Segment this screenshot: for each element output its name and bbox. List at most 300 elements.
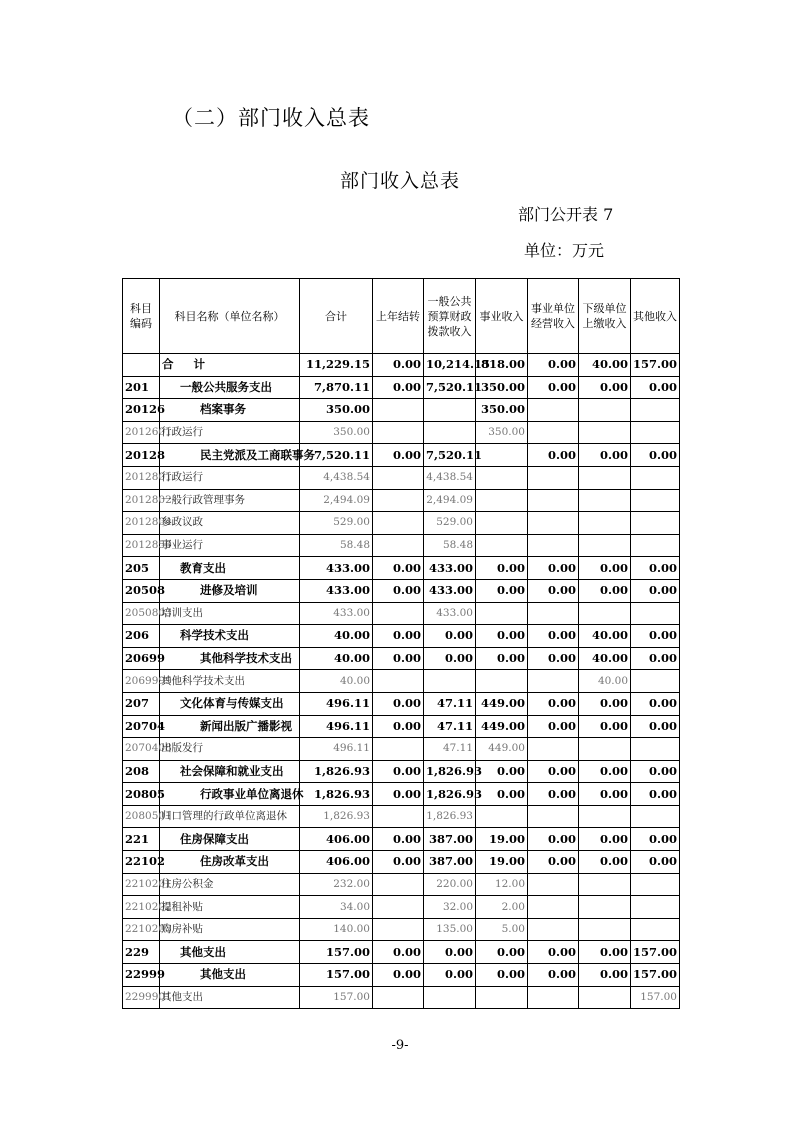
cell-carryover: 0.00 xyxy=(373,941,424,964)
table-row xyxy=(123,647,680,670)
cell-code: 201 xyxy=(123,376,160,399)
cell-fiscal: 433.00 xyxy=(424,579,476,602)
cell-business: 0.00 xyxy=(476,647,528,670)
cell-other: 0.00 xyxy=(631,851,680,874)
cell-code: 20699 xyxy=(123,647,160,670)
cell-code: 208 xyxy=(123,760,160,783)
table-row xyxy=(123,421,680,444)
cell-total: 40.00 xyxy=(300,625,373,648)
cell-business: 0.00 xyxy=(476,625,528,648)
cell-carryover xyxy=(373,986,424,1009)
cell-carryover xyxy=(373,602,424,625)
cell-subordinate xyxy=(579,918,631,941)
cell-subordinate: 40.00 xyxy=(579,647,631,670)
cell-carryover xyxy=(373,873,424,896)
cell-code: 221 xyxy=(123,828,160,851)
cell-business xyxy=(476,670,528,693)
cell-operation: 0.00 xyxy=(528,579,579,602)
cell-other: 0.00 xyxy=(631,444,680,467)
table-row xyxy=(123,512,680,535)
column-header: 科目名称（单位名称） xyxy=(160,279,300,354)
cell-subordinate xyxy=(579,805,631,828)
income-table xyxy=(122,278,680,1009)
table-row xyxy=(123,964,680,987)
cell-operation: 0.00 xyxy=(528,444,579,467)
cell-business: 0.00 xyxy=(476,941,528,964)
cell-fiscal: 47.11 xyxy=(424,715,476,738)
cell-total: 529.00 xyxy=(300,512,373,535)
table-row xyxy=(123,670,680,693)
cell-carryover: 0.00 xyxy=(373,783,424,806)
table-row xyxy=(123,692,680,715)
cell-name: 行政运行 xyxy=(160,466,300,489)
cell-other xyxy=(631,399,680,422)
cell-business: 19.00 xyxy=(476,828,528,851)
cell-name: 其他科学技术支出 xyxy=(160,670,300,693)
column-header: 上年结转 xyxy=(373,279,424,354)
cell-code: 2299901 xyxy=(123,986,160,1009)
cell-fiscal: 0.00 xyxy=(424,941,476,964)
cell-fiscal: 220.00 xyxy=(424,873,476,896)
cell-name: 一般行政管理事务 xyxy=(160,489,300,512)
cell-carryover: 0.00 xyxy=(373,828,424,851)
cell-fiscal: 2,494.09 xyxy=(424,489,476,512)
cell-subordinate: 0.00 xyxy=(579,828,631,851)
table-row xyxy=(123,805,680,828)
cell-business xyxy=(476,512,528,535)
total-row xyxy=(123,354,680,377)
cell-operation xyxy=(528,670,579,693)
cell-code: 22999 xyxy=(123,964,160,987)
table-row xyxy=(123,760,680,783)
table-row xyxy=(123,579,680,602)
cell-name: 提租补贴 xyxy=(160,896,300,919)
cell-business: 350.00 xyxy=(476,376,528,399)
cell-business: 0.00 xyxy=(476,783,528,806)
table-row xyxy=(123,986,680,1009)
cell-subordinate: 0.00 xyxy=(579,760,631,783)
cell-code: 2012601 xyxy=(123,421,160,444)
cell-code: 2069999 xyxy=(123,670,160,693)
cell-name: 进修及培训 xyxy=(160,579,300,602)
cell-total: 406.00 xyxy=(300,851,373,874)
cell-operation xyxy=(528,489,579,512)
cell-operation xyxy=(528,421,579,444)
cell-other xyxy=(631,421,680,444)
cell-name: 行政运行 xyxy=(160,421,300,444)
cell-other xyxy=(631,738,680,761)
cell-operation: 0.00 xyxy=(528,715,579,738)
cell-carryover xyxy=(373,534,424,557)
cell-carryover xyxy=(373,670,424,693)
cell-fiscal: 58.48 xyxy=(424,534,476,557)
cell-total: 1,826.93 xyxy=(300,760,373,783)
cell-carryover: 0.00 xyxy=(373,376,424,399)
cell-subordinate: 0.00 xyxy=(579,941,631,964)
cell-business: 350.00 xyxy=(476,421,528,444)
column-header: 其他收入 xyxy=(631,279,680,354)
cell-subordinate: 0.00 xyxy=(579,692,631,715)
cell-business: 449.00 xyxy=(476,692,528,715)
cell-carryover: 0.00 xyxy=(373,851,424,874)
cell-operation: 0.00 xyxy=(528,828,579,851)
cell-fiscal: 7,520.11 xyxy=(424,444,476,467)
cell-other xyxy=(631,670,680,693)
cell-other xyxy=(631,489,680,512)
cell-name: 一般公共服务支出 xyxy=(160,376,300,399)
cell-subordinate: 40.00 xyxy=(579,625,631,648)
cell-name: 文化体育与传媒支出 xyxy=(160,692,300,715)
cell-other xyxy=(631,512,680,535)
cell-other: 0.00 xyxy=(631,579,680,602)
cell-fiscal: 10,214.15 xyxy=(424,354,476,377)
cell-other xyxy=(631,918,680,941)
cell-name: 新闻出版广播影视 xyxy=(160,715,300,738)
cell-code: 207 xyxy=(123,692,160,715)
cell-other xyxy=(631,466,680,489)
cell-operation xyxy=(528,738,579,761)
cell-code: 2210202 xyxy=(123,896,160,919)
cell-code: 20508 xyxy=(123,579,160,602)
cell-code: 2012802 xyxy=(123,489,160,512)
cell-code: 2012804 xyxy=(123,512,160,535)
cell-subordinate xyxy=(579,421,631,444)
cell-other xyxy=(631,896,680,919)
cell-code xyxy=(123,354,160,377)
cell-carryover xyxy=(373,512,424,535)
cell-fiscal: 387.00 xyxy=(424,828,476,851)
cell-total: 11,229.15 xyxy=(300,354,373,377)
cell-name: 民主党派及工商联事务 xyxy=(160,444,300,467)
cell-code: 2210201 xyxy=(123,873,160,896)
cell-subordinate: 0.00 xyxy=(579,851,631,874)
cell-subordinate xyxy=(579,489,631,512)
cell-other: 0.00 xyxy=(631,557,680,580)
cell-name: 其他支出 xyxy=(160,986,300,1009)
table-row xyxy=(123,738,680,761)
cell-other: 0.00 xyxy=(631,692,680,715)
cell-other xyxy=(631,805,680,828)
cell-total: 7,870.11 xyxy=(300,376,373,399)
cell-other: 0.00 xyxy=(631,647,680,670)
table-row xyxy=(123,851,680,874)
cell-code: 2070408 xyxy=(123,738,160,761)
cell-name: 住房保障支出 xyxy=(160,828,300,851)
cell-other: 0.00 xyxy=(631,625,680,648)
cell-code: 20128 xyxy=(123,444,160,467)
table-row xyxy=(123,466,680,489)
cell-business: 449.00 xyxy=(476,738,528,761)
table-row xyxy=(123,602,680,625)
cell-fiscal: 433.00 xyxy=(424,557,476,580)
cell-code: 206 xyxy=(123,625,160,648)
cell-subordinate: 0.00 xyxy=(579,557,631,580)
cell-name: 档案事务 xyxy=(160,399,300,422)
cell-total: 496.11 xyxy=(300,715,373,738)
cell-name: 其他支出 xyxy=(160,964,300,987)
column-header: 下级单位上缴收入 xyxy=(579,279,631,354)
cell-total: 433.00 xyxy=(300,557,373,580)
cell-fiscal: 0.00 xyxy=(424,964,476,987)
cell-operation xyxy=(528,918,579,941)
cell-fiscal: 1,826.93 xyxy=(424,783,476,806)
cell-code: 229 xyxy=(123,941,160,964)
cell-fiscal: 47.11 xyxy=(424,692,476,715)
cell-code: 22102 xyxy=(123,851,160,874)
cell-total: 40.00 xyxy=(300,647,373,670)
cell-total: 2,494.09 xyxy=(300,489,373,512)
cell-operation xyxy=(528,896,579,919)
cell-subordinate: 40.00 xyxy=(579,354,631,377)
cell-total: 157.00 xyxy=(300,964,373,987)
cell-carryover: 0.00 xyxy=(373,557,424,580)
cell-subordinate: 40.00 xyxy=(579,670,631,693)
cell-name: 社会保障和就业支出 xyxy=(160,760,300,783)
cell-subordinate: 0.00 xyxy=(579,964,631,987)
cell-other: 0.00 xyxy=(631,376,680,399)
table-row xyxy=(123,399,680,422)
column-header: 合计 xyxy=(300,279,373,354)
cell-carryover: 0.00 xyxy=(373,647,424,670)
cell-business: 0.00 xyxy=(476,760,528,783)
cell-operation: 0.00 xyxy=(528,851,579,874)
cell-name: 教育支出 xyxy=(160,557,300,580)
cell-subordinate xyxy=(579,873,631,896)
cell-subordinate xyxy=(579,399,631,422)
cell-business xyxy=(476,534,528,557)
table-row xyxy=(123,376,680,399)
cell-operation xyxy=(528,466,579,489)
cell-operation: 0.00 xyxy=(528,692,579,715)
cell-subordinate xyxy=(579,466,631,489)
cell-total: 157.00 xyxy=(300,986,373,1009)
cell-name: 其他科学技术支出 xyxy=(160,647,300,670)
table-body xyxy=(123,354,680,1009)
cell-fiscal: 32.00 xyxy=(424,896,476,919)
cell-total: 496.11 xyxy=(300,692,373,715)
cell-name: 参政议政 xyxy=(160,512,300,535)
page-number: -9- xyxy=(391,1038,409,1053)
table-row xyxy=(123,896,680,919)
table-row xyxy=(123,828,680,851)
cell-business xyxy=(476,444,528,467)
cell-business: 0.00 xyxy=(476,557,528,580)
cell-carryover xyxy=(373,738,424,761)
cell-fiscal: 1,826.93 xyxy=(424,760,476,783)
cell-operation: 0.00 xyxy=(528,376,579,399)
cell-total: 34.00 xyxy=(300,896,373,919)
cell-fiscal: 433.00 xyxy=(424,602,476,625)
cell-name: 住房改革支出 xyxy=(160,851,300,874)
cell-subordinate: 0.00 xyxy=(579,783,631,806)
cell-subordinate: 0.00 xyxy=(579,376,631,399)
cell-business: 818.00 xyxy=(476,354,528,377)
cell-operation: 0.00 xyxy=(528,354,579,377)
cell-operation: 0.00 xyxy=(528,941,579,964)
cell-operation xyxy=(528,873,579,896)
cell-name: 事业运行 xyxy=(160,534,300,557)
cell-total: 7,520.11 xyxy=(300,444,373,467)
table-title: 部门收入总表 xyxy=(339,170,460,192)
cell-carryover xyxy=(373,466,424,489)
cell-fiscal: 4,438.54 xyxy=(424,466,476,489)
cell-fiscal xyxy=(424,670,476,693)
cell-fiscal: 7,520.11 xyxy=(424,376,476,399)
cell-operation xyxy=(528,602,579,625)
cell-fiscal: 135.00 xyxy=(424,918,476,941)
cell-carryover: 0.00 xyxy=(373,625,424,648)
cell-business: 350.00 xyxy=(476,399,528,422)
cell-name: 其他支出 xyxy=(160,941,300,964)
cell-other xyxy=(631,602,680,625)
cell-subordinate xyxy=(579,534,631,557)
cell-operation xyxy=(528,805,579,828)
cell-total: 350.00 xyxy=(300,399,373,422)
cell-other: 0.00 xyxy=(631,783,680,806)
table-row xyxy=(123,557,680,580)
cell-subordinate xyxy=(579,896,631,919)
table-row xyxy=(123,783,680,806)
cell-operation xyxy=(528,399,579,422)
cell-other: 0.00 xyxy=(631,715,680,738)
cell-carryover xyxy=(373,918,424,941)
table-row xyxy=(123,715,680,738)
cell-subordinate xyxy=(579,512,631,535)
cell-fiscal: 0.00 xyxy=(424,625,476,648)
column-header: 事业收入 xyxy=(476,279,528,354)
cell-operation xyxy=(528,512,579,535)
cell-operation xyxy=(528,534,579,557)
cell-carryover xyxy=(373,489,424,512)
cell-business: 0.00 xyxy=(476,964,528,987)
cell-subordinate xyxy=(579,602,631,625)
table-header-row xyxy=(123,279,680,354)
cell-code: 205 xyxy=(123,557,160,580)
cell-business: 449.00 xyxy=(476,715,528,738)
cell-code: 2050803 xyxy=(123,602,160,625)
cell-carryover: 0.00 xyxy=(373,715,424,738)
cell-other xyxy=(631,873,680,896)
cell-total: 433.00 xyxy=(300,602,373,625)
cell-name: 归口管理的行政单位离退休 xyxy=(160,805,300,828)
cell-name: 培训支出 xyxy=(160,602,300,625)
cell-operation xyxy=(528,986,579,1009)
cell-operation: 0.00 xyxy=(528,783,579,806)
cell-business: 5.00 xyxy=(476,918,528,941)
cell-code: 2210203 xyxy=(123,918,160,941)
cell-subordinate xyxy=(579,986,631,1009)
cell-code: 2080501 xyxy=(123,805,160,828)
cell-name: 出版发行 xyxy=(160,738,300,761)
cell-other: 157.00 xyxy=(631,986,680,1009)
cell-other: 157.00 xyxy=(631,354,680,377)
cell-business: 19.00 xyxy=(476,851,528,874)
cell-total: 4,438.54 xyxy=(300,466,373,489)
table-row xyxy=(123,489,680,512)
cell-name: 购房补贴 xyxy=(160,918,300,941)
cell-name: 行政事业单位离退休 xyxy=(160,783,300,806)
cell-code: 2012850 xyxy=(123,534,160,557)
column-header: 事业单位经营收入 xyxy=(528,279,579,354)
cell-business: 0.00 xyxy=(476,579,528,602)
cell-business xyxy=(476,466,528,489)
cell-operation: 0.00 xyxy=(528,557,579,580)
cell-carryover: 0.00 xyxy=(373,692,424,715)
cell-business: 12.00 xyxy=(476,873,528,896)
table-row xyxy=(123,444,680,467)
cell-fiscal: 47.11 xyxy=(424,738,476,761)
cell-code: 20126 xyxy=(123,399,160,422)
cell-total: 140.00 xyxy=(300,918,373,941)
cell-total: 1,826.93 xyxy=(300,783,373,806)
cell-total: 350.00 xyxy=(300,421,373,444)
cell-carryover xyxy=(373,399,424,422)
table-code: 部门公开表 7 xyxy=(518,205,614,224)
table-row xyxy=(123,534,680,557)
cell-business xyxy=(476,489,528,512)
cell-subordinate: 0.00 xyxy=(579,715,631,738)
cell-other: 157.00 xyxy=(631,941,680,964)
cell-other xyxy=(631,534,680,557)
cell-carryover xyxy=(373,896,424,919)
cell-business xyxy=(476,602,528,625)
cell-total: 40.00 xyxy=(300,670,373,693)
table-row xyxy=(123,941,680,964)
cell-fiscal xyxy=(424,421,476,444)
cell-subordinate: 0.00 xyxy=(579,444,631,467)
cell-carryover: 0.00 xyxy=(373,964,424,987)
cell-carryover: 0.00 xyxy=(373,354,424,377)
column-header: 科目编码 xyxy=(123,279,160,354)
table-row xyxy=(123,873,680,896)
cell-operation: 0.00 xyxy=(528,964,579,987)
column-header: 一般公共预算财政拨款收入 xyxy=(424,279,476,354)
cell-name: 合 计 xyxy=(160,354,300,377)
cell-total: 406.00 xyxy=(300,828,373,851)
cell-name: 科学技术支出 xyxy=(160,625,300,648)
cell-carryover: 0.00 xyxy=(373,760,424,783)
cell-carryover: 0.00 xyxy=(373,579,424,602)
cell-fiscal xyxy=(424,399,476,422)
cell-fiscal: 0.00 xyxy=(424,647,476,670)
cell-carryover: 0.00 xyxy=(373,444,424,467)
cell-carryover xyxy=(373,805,424,828)
cell-total: 232.00 xyxy=(300,873,373,896)
cell-carryover xyxy=(373,421,424,444)
cell-fiscal: 1,826.93 xyxy=(424,805,476,828)
table-row xyxy=(123,625,680,648)
cell-other: 0.00 xyxy=(631,760,680,783)
cell-subordinate xyxy=(579,738,631,761)
cell-other: 157.00 xyxy=(631,964,680,987)
cell-operation: 0.00 xyxy=(528,647,579,670)
cell-total: 1,826.93 xyxy=(300,805,373,828)
cell-total: 496.11 xyxy=(300,738,373,761)
cell-operation: 0.00 xyxy=(528,625,579,648)
cell-business: 2.00 xyxy=(476,896,528,919)
cell-fiscal xyxy=(424,986,476,1009)
cell-name: 住房公积金 xyxy=(160,873,300,896)
cell-fiscal: 529.00 xyxy=(424,512,476,535)
cell-code: 2012801 xyxy=(123,466,160,489)
cell-total: 433.00 xyxy=(300,579,373,602)
cell-other: 0.00 xyxy=(631,828,680,851)
cell-fiscal: 387.00 xyxy=(424,851,476,874)
cell-code: 20704 xyxy=(123,715,160,738)
cell-operation: 0.00 xyxy=(528,760,579,783)
cell-total: 58.48 xyxy=(300,534,373,557)
cell-business xyxy=(476,805,528,828)
